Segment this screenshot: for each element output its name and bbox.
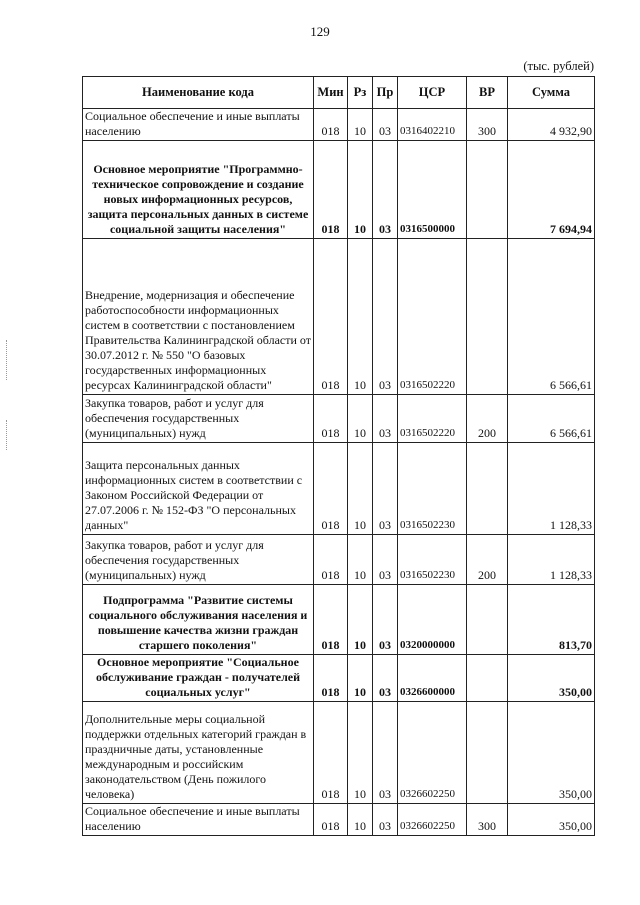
cell-rz: 10 [348,443,373,535]
cell-sum: 4 932,90 [508,109,595,141]
cell-rz: 10 [348,535,373,585]
cell-pr: 03 [373,395,398,443]
scan-margin-mark [6,420,8,450]
cell-min: 018 [314,109,348,141]
cell-sum: 6 566,61 [508,395,595,443]
cell-name: Социальное обеспечение и иные выплаты населению [83,109,314,141]
table-row [83,109,595,141]
cell-pr: 03 [373,141,398,239]
cell-sum: 350,00 [508,702,595,804]
table-row [83,585,595,655]
cell-name: Внедрение, модернизация и обеспечение работоспособности информационных систем в соответствии с постановлением Правительства Калининградской области от 30.07.2012 г. № 550 "О базовых государственных информационных ресурсах Калининградской области" [83,239,314,395]
cell-name: Закупка товаров, работ и услуг для обеспечения государственных (муниципальных) нужд [83,395,314,443]
cell-name: Основное мероприятие "Социальное обслуживание граждан - получателей социальных услуг" [83,655,314,702]
cell-rz: 10 [348,239,373,395]
cell-vr: 300 [467,109,508,141]
cell-pr: 03 [373,535,398,585]
cell-vr [467,141,508,239]
cell-rz: 10 [348,141,373,239]
header-rz: Рз [348,77,373,109]
cell-min: 018 [314,535,348,585]
cell-csr: 0326602250 [398,702,467,804]
cell-pr: 03 [373,585,398,655]
cell-rz: 10 [348,804,373,836]
cell-rz: 10 [348,585,373,655]
cell-rz: 10 [348,109,373,141]
cell-vr [467,655,508,702]
cell-pr: 03 [373,239,398,395]
scan-margin-mark [6,340,8,380]
cell-name: Социальное обеспечение и иные выплаты населению [83,804,314,836]
cell-min: 018 [314,585,348,655]
cell-vr [467,443,508,535]
cell-csr: 0316502230 [398,535,467,585]
cell-vr: 200 [467,535,508,585]
table-header-row [83,77,595,109]
header-min: Мин [314,77,348,109]
cell-pr: 03 [373,109,398,141]
cell-sum: 7 694,94 [508,141,595,239]
cell-name: Дополнительные меры социальной поддержки отдельных категорий граждан в праздничные даты, установленные международным и российским законодательством (День пожилого человека) [83,702,314,804]
cell-csr: 0316500000 [398,141,467,239]
cell-vr [467,239,508,395]
cell-vr [467,702,508,804]
cell-vr: 200 [467,395,508,443]
cell-min: 018 [314,443,348,535]
cell-csr: 0326600000 [398,655,467,702]
table-row [83,443,595,535]
cell-min: 018 [314,239,348,395]
header-name: Наименование кода [83,77,314,109]
cell-name: Закупка товаров, работ и услуг для обеспечения государственных (муниципальных) нужд [83,535,314,585]
cell-sum: 813,70 [508,585,595,655]
cell-sum: 350,00 [508,655,595,702]
cell-pr: 03 [373,702,398,804]
cell-csr: 0326602250 [398,804,467,836]
cell-min: 018 [314,655,348,702]
cell-vr: 300 [467,804,508,836]
cell-rz: 10 [348,702,373,804]
cell-pr: 03 [373,443,398,535]
cell-name: Подпрограмма "Развитие системы социального обслуживания населения и повышение качества жизни граждан старшего поколения" [83,585,314,655]
header-csr: ЦСР [398,77,467,109]
cell-sum: 1 128,33 [508,443,595,535]
cell-min: 018 [314,804,348,836]
header-sum: Сумма [508,77,595,109]
cell-csr: 0320000000 [398,585,467,655]
cell-csr: 0316502220 [398,239,467,395]
budget-table [82,76,595,836]
units-label: (тыс. рублей) [523,59,594,73]
table-row [83,804,595,836]
cell-min: 018 [314,141,348,239]
table-row [83,239,595,395]
cell-rz: 10 [348,655,373,702]
header-pr: Пр [373,77,398,109]
cell-csr: 0316502230 [398,443,467,535]
cell-csr: 0316502220 [398,395,467,443]
cell-vr [467,585,508,655]
table-row [83,535,595,585]
cell-csr: 0316402210 [398,109,467,141]
cell-name: Основное мероприятие "Программно-техническое сопровождение и создание новых информационных ресурсов, защита персональных данных в системе социальной защиты населения" [83,141,314,239]
page-number: 129 [310,24,330,39]
table-row [83,141,595,239]
cell-pr: 03 [373,655,398,702]
header-vr: ВР [467,77,508,109]
cell-min: 018 [314,395,348,443]
cell-sum: 6 566,61 [508,239,595,395]
cell-min: 018 [314,702,348,804]
table-row [83,655,595,702]
cell-sum: 1 128,33 [508,535,595,585]
cell-sum: 350,00 [508,804,595,836]
cell-rz: 10 [348,395,373,443]
cell-pr: 03 [373,804,398,836]
table-row [83,395,595,443]
table-row [83,702,595,804]
cell-name: Защита персональных данных информационных систем в соответствии с Законом Российской Федерации от 27.07.2006 г. № 152-ФЗ "О персональных данных" [83,443,314,535]
